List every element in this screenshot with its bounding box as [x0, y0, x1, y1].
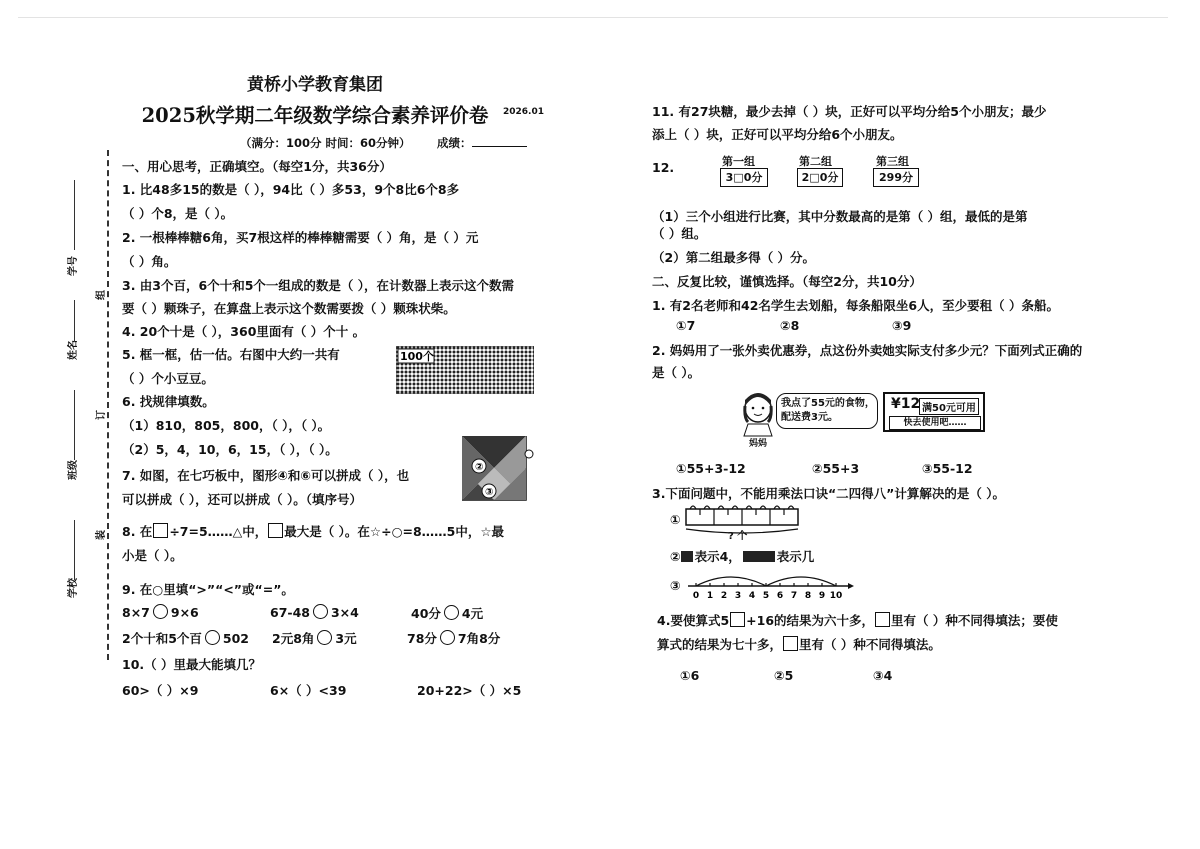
q12-part1-line2: （ ）组。	[652, 226, 707, 241]
q7-line2: 可以拼成（ ），还可以拼成（ ）。（填序号）	[122, 492, 362, 507]
svg-text:0: 0	[692, 591, 700, 601]
svg-text:③: ③	[485, 487, 494, 498]
q9: 9. 在○里填“>”“<”或“=”。	[122, 582, 294, 597]
blank-square	[783, 636, 798, 651]
choice-q2-line1: 2. 妈妈用了一张外卖优惠券，点这份外卖她实际支付多少元？下面列式正确的	[652, 343, 1083, 358]
section-2-heading: 二、反复比较，谨慎选择。（每空2分，共10分）	[652, 274, 922, 289]
svg-text:1: 1	[706, 591, 714, 601]
blank-square	[730, 612, 745, 627]
choice-q1-opt-3[interactable]: ③9	[892, 318, 912, 333]
exam-date: 2026.01	[503, 107, 544, 117]
bar-diagram-question: ? 个	[728, 531, 748, 542]
class-blank	[74, 390, 75, 460]
svg-text:4: 4	[748, 591, 756, 601]
group-1-name: 第一组	[722, 155, 755, 168]
q1-line1: 1. 比48多15的数是（ ），94比（ ）多53，9个8比6个8多	[122, 182, 460, 197]
binding-class: 班级	[68, 460, 79, 480]
q1-line2: （ ）个8，是（ ）。	[122, 206, 234, 221]
q12-label: 12.	[652, 160, 675, 175]
binding-line: 订	[96, 410, 107, 420]
blank-square	[153, 523, 168, 538]
coupon	[883, 392, 985, 432]
q4: 4. 20个十是（ ），360里面有（ ）个十 。	[122, 324, 366, 339]
q10: 10.（ ）里最大能填几？	[122, 657, 261, 672]
svg-text:100个: 100个	[400, 350, 434, 363]
group-2-name: 第二组	[799, 155, 832, 168]
exam-meta: （满分：100分 时间：60分钟）	[240, 136, 411, 150]
choice-q1: 1. 有2名老师和42名学生去划船，每条船限坐6人，至少要租（ ）条船。	[652, 298, 1059, 313]
q9-item: 2个十和5个百 502	[122, 631, 249, 646]
choice-q1-opt-2[interactable]: ②8	[780, 318, 800, 333]
svg-text:3: 3	[734, 591, 742, 601]
q10-item-3: 20+22>（ ）×5	[417, 683, 522, 698]
q2-line1: 2. 一根棒棒糖6角，买7根这样的棒棒糖需要（ ）角，是（ ）元	[122, 230, 479, 245]
choice-q3-opt-1-mark[interactable]: ①	[670, 512, 681, 527]
name-blank	[74, 300, 75, 342]
svg-text:8: 8	[804, 591, 812, 601]
group-3-name: 第三组	[876, 155, 909, 168]
top-border	[18, 17, 1168, 18]
binding-name: 姓名	[68, 340, 79, 360]
number-line	[684, 568, 854, 602]
q6-part2: （2）5，4，10，6，15，（ ），（ ）。	[122, 442, 338, 457]
blank-square	[875, 612, 890, 627]
binding-student-no: 学号	[68, 256, 79, 276]
compare-circle	[153, 604, 168, 619]
choice-q1-opt-1[interactable]: ①7	[676, 318, 696, 333]
exam-title: 2025秋学期二年级数学综合素养评价卷	[141, 104, 489, 127]
score-label: 成绩：	[437, 135, 527, 151]
compare-circle	[440, 630, 455, 645]
binding-dashed-line	[107, 150, 109, 660]
binding-school: 学校	[68, 578, 79, 598]
q9-item: 8×7 9×6	[122, 605, 199, 620]
choice-q3-opt-3-mark[interactable]: ③	[670, 578, 681, 593]
group-3-score: 299分	[873, 168, 919, 187]
svg-text:6: 6	[776, 591, 784, 601]
blank-square	[268, 523, 283, 538]
school-blank	[74, 520, 75, 580]
group-2-score: 2□0分	[797, 168, 843, 187]
svg-text:9: 9	[818, 591, 826, 601]
q11-line1: 11. 有27块糖，最少去掉（ ）块，正好可以平均分给5个小朋友；最少	[652, 104, 1047, 119]
q12-part1: （1）三个小组进行比赛，其中分数最高的是第（ ）组，最低的是第	[652, 209, 1028, 224]
q7-line1: 7. 如图，在七巧板中，图形④和⑥可以拼成（ ），也	[122, 468, 410, 483]
tangram-image	[462, 436, 534, 502]
binding-seal: 装	[96, 530, 107, 540]
svg-text:②: ②	[475, 462, 484, 473]
q8-line1: 8. 在 ÷7=5……△中， 最大是（ ）。在☆÷○=8……5中，☆最	[122, 524, 505, 539]
coupon-condition: 满50元可用	[919, 398, 979, 415]
choice-q4-line1: 4.要使算式5 +16的结果为六十多， 里有（ ）种不同得填法；要使	[657, 613, 1058, 628]
q10-item-2: 6×（ ）<39	[270, 683, 347, 698]
q6: 6. 找规律填数。	[122, 394, 215, 409]
q5-line1: 5. 框一框，估一估。右图中大约一共有	[122, 347, 340, 362]
group-1-score: 3□0分	[720, 168, 768, 187]
student-no-blank	[74, 180, 75, 250]
q3-line2: 要（ ）颗珠子，在算盘上表示这个数需要拨（ ）颗珠状柴。	[122, 301, 456, 316]
compare-circle	[205, 630, 220, 645]
q9-item: 67-48 3×4	[270, 605, 359, 620]
choice-q4-opt-2[interactable]: ②5	[774, 668, 794, 683]
q10-item-1: 60>（ ）×9	[122, 683, 199, 698]
choice-q2-opt-1[interactable]: ①55+3-12	[676, 461, 746, 476]
q2-line2: （ ）角。	[122, 254, 177, 269]
q9-item: 2元8角 3元	[272, 631, 357, 646]
q9-item: 78分 7角8分	[407, 631, 501, 646]
q11-line2: 添上（ ）块，正好可以平均分给6个小朋友。	[652, 127, 903, 142]
choice-q4-line2: 算式的结果为七十多， 里有（ ）种不同得填法。	[657, 637, 941, 652]
section-1-heading: 一、用心思考，正确填空。（每空1分，共36分）	[122, 159, 392, 174]
compare-circle	[313, 604, 328, 619]
speaker-label: 妈妈	[749, 439, 768, 449]
choice-q2-opt-2[interactable]: ②55+3	[812, 461, 860, 476]
compare-circle	[444, 605, 459, 620]
compare-circle	[317, 630, 332, 645]
choice-q4-opt-1[interactable]: ①6	[680, 668, 700, 683]
choice-q3: 3.下面问题中，不能用乘法口诀“二四得八”计算解决的是（ ）。	[652, 486, 1005, 501]
coupon-price: ¥12	[891, 396, 921, 412]
svg-text:10: 10	[829, 591, 843, 601]
q9-item: 40分 4元	[411, 606, 484, 621]
choice-q2-line2: 是（ ）。	[652, 365, 701, 380]
q8-line2: 小是（ ）。	[122, 548, 183, 563]
q3-line1: 3. 由3个百，6个十和5个一组成的数是（ ），在计数器上表示这个数需	[122, 278, 514, 293]
q12-part2: （2）第二组最多得（ ）分。	[652, 250, 816, 265]
beans-image	[396, 346, 534, 394]
binding-group: 组	[96, 290, 107, 300]
choice-q3-opt-2[interactable]: ② 表示4， 表示几	[670, 549, 815, 564]
svg-text:5: 5	[762, 591, 770, 601]
choice-q4-opt-3[interactable]: ③4	[873, 668, 893, 683]
svg-text:7: 7	[790, 591, 798, 601]
q6-part1: （1）810，805，800，（ ），（ ）。	[122, 418, 331, 433]
svg-text:2: 2	[720, 591, 728, 601]
choice-q2-opt-3[interactable]: ③55-12	[922, 461, 973, 476]
school-name: 黄桥小学教育集团	[247, 75, 383, 95]
q5-line2: （ ）个小豆豆。	[122, 371, 214, 386]
coupon-note: 快去使用吧……	[889, 416, 981, 430]
speech-bubble: 我点了55元的食物， 配送费3元。	[776, 393, 878, 429]
